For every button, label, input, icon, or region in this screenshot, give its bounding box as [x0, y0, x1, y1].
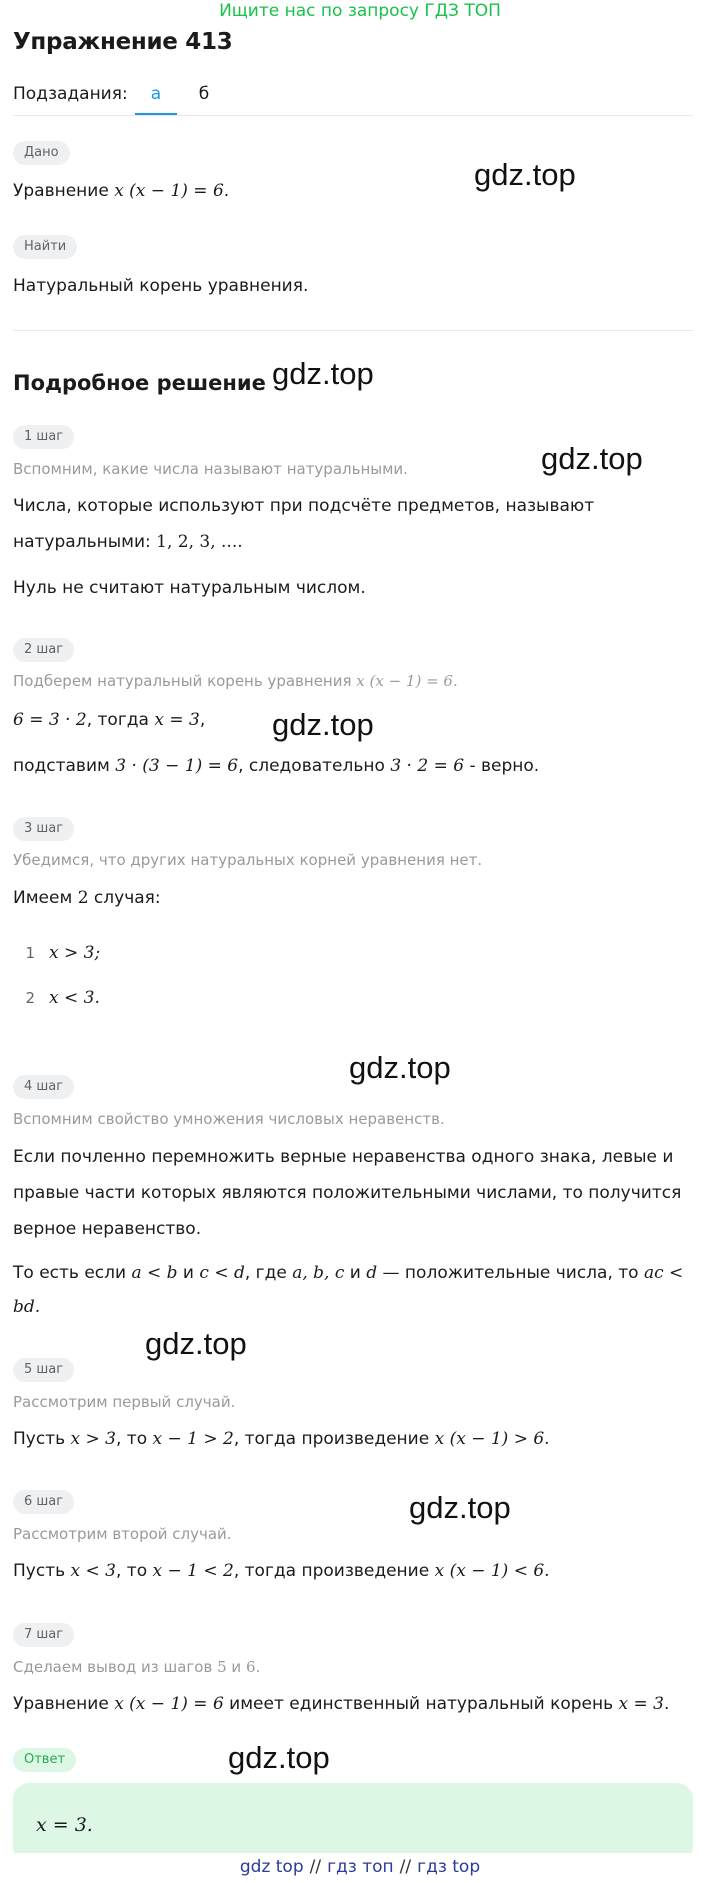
case-number: 1	[25, 944, 35, 962]
subtask-tab-b[interactable]: б	[198, 84, 210, 104]
period: .	[664, 1694, 670, 1714]
footer-link[interactable]: гдз топ	[327, 1857, 394, 1877]
step-2-substitute: подставим	[13, 756, 116, 776]
tabs-divider	[13, 115, 693, 116]
then-product: , тогда произведение	[233, 1561, 435, 1581]
let: Пусть	[13, 1429, 71, 1449]
step-pill: 5 шаг	[13, 1358, 74, 1382]
watermark: gdz.top	[474, 157, 576, 192]
step-2-line1	[13, 702, 205, 738]
step-3-hint: Убедимся, что других натуральных корней уравнения нет.	[13, 851, 483, 869]
step-pill: 7 шаг	[13, 1623, 74, 1647]
step-4-line3: верное неравенство.	[13, 1219, 202, 1239]
step-2-check: 3 · 2 = 6	[390, 756, 465, 776]
step-4-line1: Если почленно перемножить верные неравенства одного знака, левые и	[13, 1147, 674, 1167]
step-pill: 6 шаг	[13, 1490, 74, 1514]
conj: и	[226, 1658, 246, 1676]
case-item	[13, 980, 100, 1016]
positive-numbers-text: — положительные числа, то	[377, 1263, 644, 1283]
step-2-substitution: 3 · (3 − 1) = 6	[115, 756, 239, 776]
step-ref-6: 6	[245, 1658, 256, 1676]
step-2-product: 6 = 3 · 2	[13, 710, 87, 730]
step-1-line1: Числа, которые используют при подсчёте предметов, называют	[13, 496, 595, 516]
answer-label	[13, 1748, 76, 1772]
step-4-that-is: То есть если	[13, 1263, 132, 1283]
step-4-line4	[13, 1255, 683, 1291]
var-d: d	[366, 1263, 378, 1283]
step-3	[13, 817, 74, 841]
inequality-cd: c < d	[199, 1263, 245, 1283]
find-text: Натуральный корень уравнения.	[13, 276, 309, 296]
footer-link[interactable]: gdz top	[239, 1857, 304, 1877]
step-6	[13, 1490, 74, 1514]
step-1	[13, 425, 74, 449]
step-1-line2-prefix: натуральными:	[13, 532, 157, 552]
footer-links	[0, 1853, 720, 1883]
find-section	[13, 235, 77, 259]
watermark: gdz.top	[272, 707, 374, 742]
step-4-line5	[13, 1289, 40, 1325]
watermark: gdz.top	[272, 356, 374, 391]
then-product: , тогда произведение	[233, 1429, 435, 1449]
step-1-hint: Вспомним, какие числа называют натуральными.	[13, 460, 408, 478]
find-pill: Найти	[13, 235, 77, 259]
step-3-line	[13, 880, 161, 916]
step-2-then: , тогда	[86, 710, 155, 730]
period: .	[255, 1658, 261, 1676]
step-4-hint: Вспомним свойство умножения числовых неравенств.	[13, 1110, 445, 1128]
step-3-count: 2	[77, 888, 89, 908]
case-less: x < 3	[70, 1561, 116, 1581]
factor-inequality: x − 1 < 2	[152, 1561, 234, 1581]
answer-pill: Ответ	[13, 1748, 76, 1772]
subtask-tab-a[interactable]: а	[150, 84, 162, 104]
vars-abc: a, b, c	[292, 1263, 345, 1283]
equation-word: Уравнение	[13, 1694, 115, 1714]
step-2-line2	[13, 748, 539, 784]
given-suffix: .	[223, 181, 230, 201]
step-2-hint	[13, 672, 458, 690]
case-number: 2	[25, 989, 35, 1007]
watermark: gdz.top	[409, 1490, 511, 1525]
given-pill: Дано	[13, 141, 70, 165]
step-4	[13, 1075, 74, 1099]
watermark: gdz.top	[145, 1326, 247, 1361]
step-pill: 3 шаг	[13, 817, 74, 841]
case-inequality: x < 3.	[49, 988, 100, 1008]
step-2-verdict: - верно.	[464, 756, 540, 776]
step-5-hint: Рассмотрим первый случай.	[13, 1393, 236, 1411]
given-section	[13, 141, 70, 165]
given-text	[13, 173, 229, 209]
step-2-hint-prefix: Подберем натуральный корень уравнения	[13, 672, 357, 690]
case-greater: x > 3	[70, 1429, 116, 1449]
subtasks-label: Подзадания:	[13, 84, 128, 104]
solution-title: Подробное решение	[13, 371, 266, 395]
page-title: Упражнение 413	[13, 29, 233, 55]
step-5-line	[13, 1421, 550, 1457]
factor-inequality: x − 1 > 2	[152, 1429, 234, 1449]
step-7-hint-prefix: Сделаем вывод из шагов	[13, 1658, 218, 1676]
inequality-ac: ac <	[643, 1263, 684, 1283]
equation: x (x − 1) = 6	[114, 1694, 224, 1714]
then: , то	[116, 1429, 153, 1449]
step-3-suffix: случая:	[88, 888, 161, 908]
conclusion-text: имеет единственный натуральный корень	[223, 1694, 619, 1714]
footer-link[interactable]: гдз top	[417, 1857, 481, 1877]
root: x = 3	[618, 1694, 664, 1714]
product-inequality: x (x − 1) > 6.	[434, 1429, 550, 1449]
step-3-prefix: Имеем	[13, 888, 78, 908]
step-1-natural-list: 1, 2, 3, ....	[156, 532, 243, 552]
case-item	[13, 935, 100, 971]
step-7-line	[13, 1686, 669, 1722]
product-inequality: x (x − 1) < 6.	[434, 1561, 550, 1581]
where: , где	[244, 1263, 293, 1283]
step-5	[13, 1358, 74, 1382]
conj: и	[177, 1263, 200, 1283]
step-1-line3: Нуль не считают натуральным числом.	[13, 578, 366, 598]
step-2	[13, 638, 74, 662]
step-4-line2: правые части которых являются положительными числами, то получится	[13, 1183, 682, 1203]
step-2-comma: ,	[199, 710, 206, 730]
answer-box	[13, 1783, 693, 1863]
case-inequality: x > 3;	[49, 943, 101, 963]
conj: и	[344, 1263, 367, 1283]
step-1-line2	[13, 524, 243, 560]
watermark: gdz.top	[349, 1050, 451, 1085]
footer-separator: //	[399, 1857, 412, 1877]
watermark: gdz.top	[541, 441, 643, 476]
watermark: gdz.top	[228, 1740, 330, 1775]
section-divider	[13, 330, 693, 331]
step-ref-5: 5	[217, 1658, 227, 1676]
search-banner: Ищите нас по запросу ГДЗ ТОП	[219, 1, 501, 21]
then: , то	[116, 1561, 153, 1581]
step-2-root: x = 3	[154, 710, 200, 730]
step-2-therefore: , следовательно	[238, 756, 391, 776]
inequality-ab: a < b	[131, 1263, 178, 1283]
step-7-hint	[13, 1658, 260, 1676]
answer-value: x = 3.	[36, 1814, 93, 1836]
step-pill: 1 шаг	[13, 425, 74, 449]
step-6-hint: Рассмотрим второй случай.	[13, 1525, 232, 1543]
inequality-bd: bd.	[13, 1297, 41, 1317]
given-prefix: Уравнение	[13, 181, 115, 201]
step-2-hint-equation: x (x − 1) = 6.	[356, 672, 458, 690]
given-equation: x (x − 1) = 6	[114, 181, 224, 201]
footer-separator: //	[309, 1857, 322, 1877]
step-7	[13, 1623, 74, 1647]
step-pill: 4 шаг	[13, 1075, 74, 1099]
step-6-line	[13, 1553, 550, 1589]
let: Пусть	[13, 1561, 71, 1581]
step-pill: 2 шаг	[13, 638, 74, 662]
